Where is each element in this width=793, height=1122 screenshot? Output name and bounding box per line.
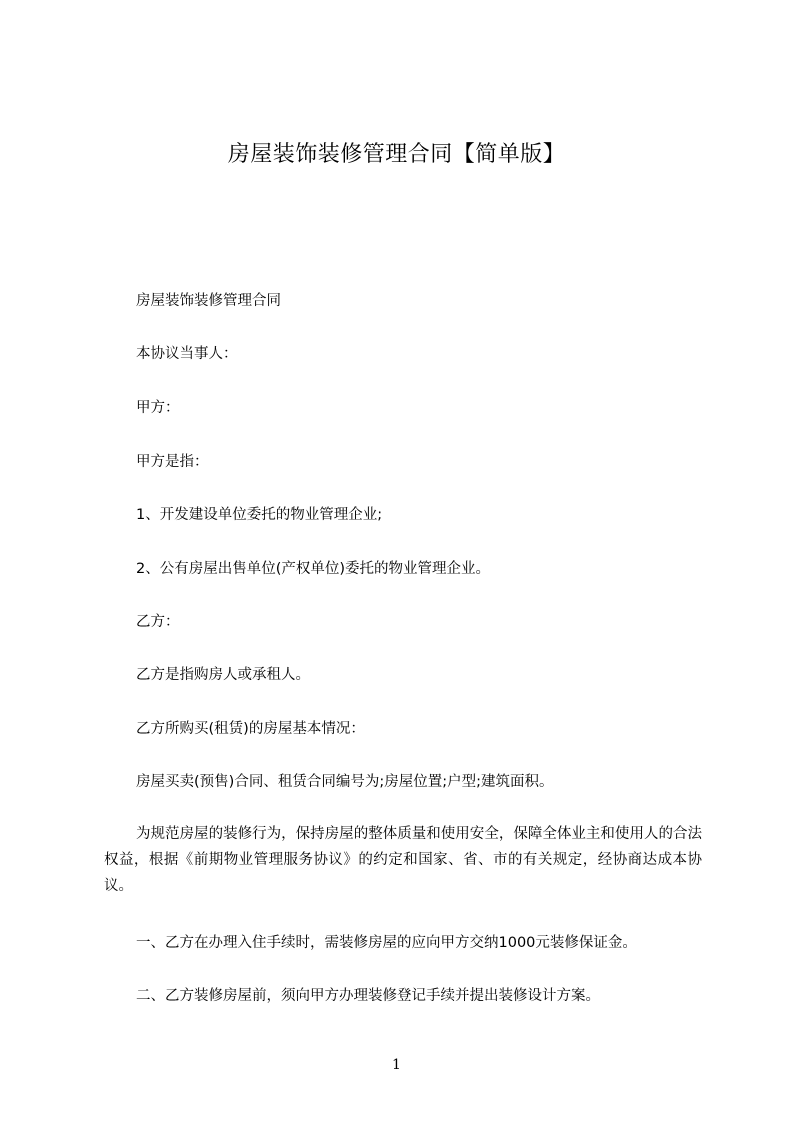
paragraph-property-info: 乙方所购买(租赁)的房屋基本情况： (136, 721, 365, 737)
paragraph-clause-1: 一、乙方在办理入住手续时，需装修房屋的应向甲方交纳1000元装修保证金。 (136, 935, 637, 951)
paragraph-party-a-item-1: 1、开发建设单位委托的物业管理企业; (136, 507, 383, 523)
paragraph-property-details: 房屋买卖(预售)合同、租赁合同编号为;房屋位置;户型;建筑面积。 (136, 774, 554, 790)
paragraph-parties: 本协议当事人： (136, 346, 238, 362)
paragraph-contract-name: 房屋装饰装修管理合同 (136, 293, 281, 309)
paragraph-party-a-item-2: 2、公有房屋出售单位(产权单位)委托的物业管理企业。 (136, 561, 491, 577)
paragraph-clause-2: 二、乙方装修房屋前，须向甲方办理装修登记手续并提出装修设计方案。 (136, 988, 600, 1004)
page-number: 1 (392, 1057, 401, 1073)
paragraph-party-a: 甲方： (136, 400, 180, 416)
paragraph-party-b-definition: 乙方是指购房人或承租人。 (136, 667, 310, 683)
paragraph-preamble: 为规范房屋的装修行为，保持房屋的整体质量和使用安全，保障全体业主和使用人的合法权益，根据《前期物业管理服务协议》的约定和国家、省、市的有关规定，经协商达成本协议。 (104, 826, 702, 894)
paragraph-party-a-definition: 甲方是指： (136, 454, 209, 470)
paragraph-party-b: 乙方： (136, 614, 180, 630)
document-title: 房屋装饰装修管理合同【简单版】 (227, 142, 566, 167)
